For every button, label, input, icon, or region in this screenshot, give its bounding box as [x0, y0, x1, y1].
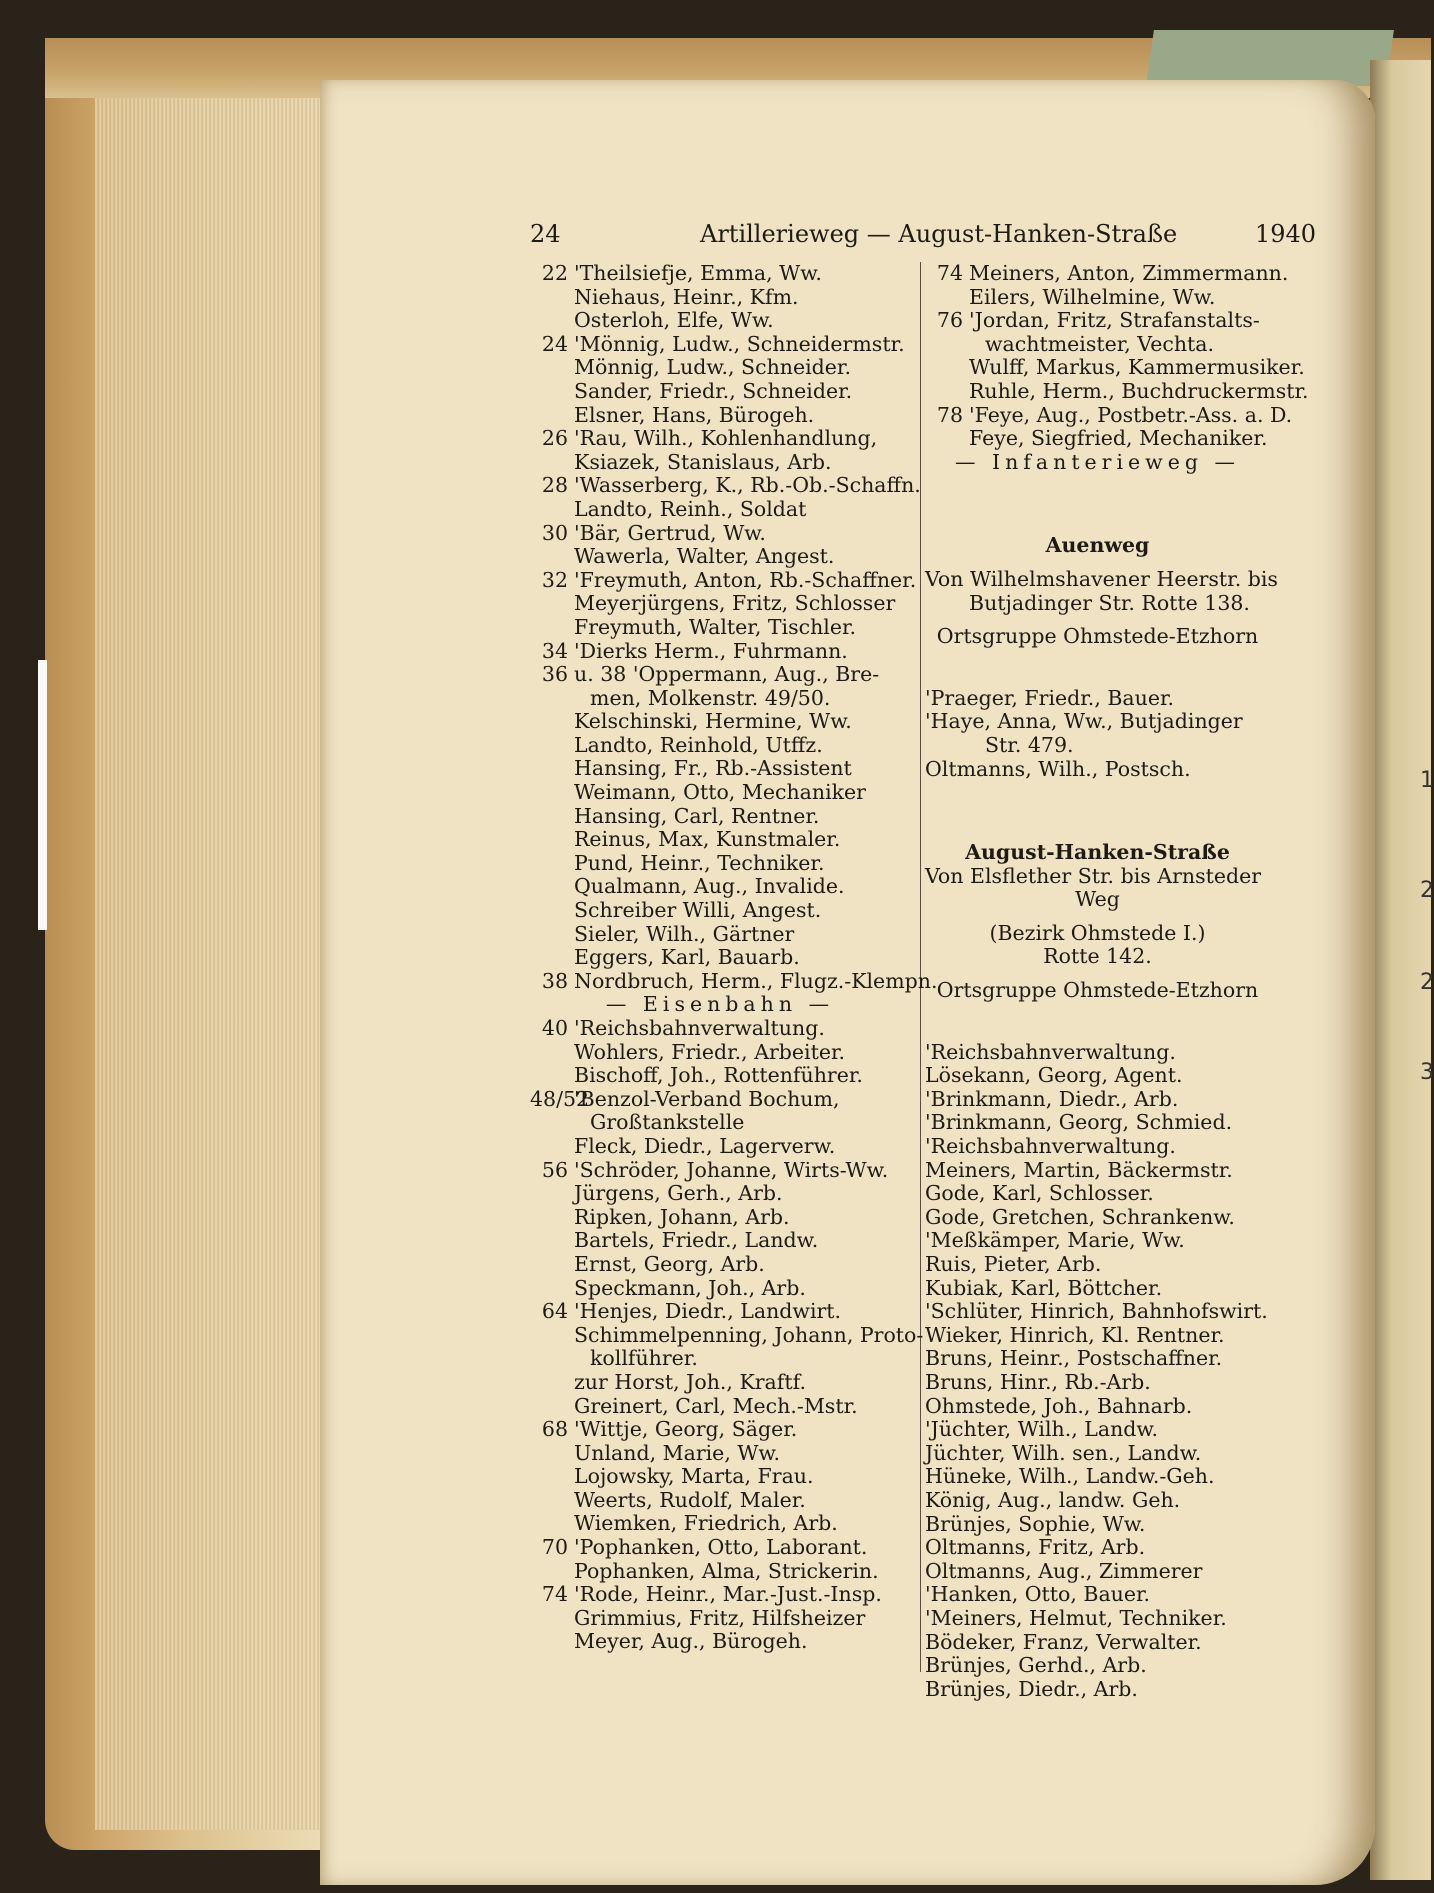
directory-entry [530, 1371, 910, 1395]
resident-text: Meyer, Aug., Bürogeh. [574, 1629, 808, 1654]
resident-text: Großtankstelle [590, 1110, 745, 1135]
resident-text: 'Mönnig, Ludw., Schneidermstr. [574, 331, 905, 356]
house-number: 34 [541, 638, 568, 663]
directory-entry [530, 781, 910, 805]
house-number: 74 [541, 1582, 568, 1607]
directory-entry [530, 1135, 910, 1159]
directory-entry [530, 1253, 910, 1277]
resident-text: Hansing, Carl, Rentner. [574, 803, 820, 828]
directory-entry [530, 828, 910, 852]
resident-entry: 'Meiners, Helmut, Techniker. [925, 1605, 1227, 1630]
resident-text: 'Rode, Heinr., Mar.-Just.-Insp. [574, 1582, 882, 1607]
directory-entry [530, 734, 910, 758]
running-title: Artillerieweg — August-Hanken-Straße [700, 220, 1178, 248]
resident-text: Hansing, Fr., Rb.-Assistent [574, 756, 852, 781]
house-number: 76 [936, 308, 963, 333]
resident-text: 'Pophanken, Otto, Laborant. [574, 1535, 868, 1560]
right-column [925, 261, 1309, 1701]
resident-entry: Oltmanns, Aug., Zimmerer [925, 1558, 1203, 1583]
resident-text: Wawerla, Walter, Angest. [574, 544, 835, 569]
directory-entry [530, 757, 910, 781]
resident-text: Reinus, Max, Kunstmaler. [574, 827, 841, 852]
directory-entry [530, 1583, 910, 1607]
resident-text: Unland, Marie, Ww. [574, 1440, 781, 1465]
house-number: 26 [541, 426, 568, 451]
directory-entry [530, 1489, 910, 1513]
directory-entry [530, 640, 910, 664]
directory-entry [925, 261, 1289, 286]
resident-text: Meyerjürgens, Fritz, Schlosser [574, 591, 896, 616]
resident-text: 'Bär, Gertrud, Ww. [574, 520, 766, 545]
page-header [0, 220, 1431, 254]
directory-entry [530, 567, 917, 593]
resident-entry: 'Hanken, Otto, Bauer. [925, 1582, 1151, 1607]
resident-text: Ernst, Georg, Arb. [574, 1251, 765, 1276]
house-number: 32 [541, 567, 568, 592]
house-number: 40 [541, 1016, 568, 1040]
directory-entry [925, 309, 1270, 333]
resident-text: 'Theilsiefje, Emma, Ww. [574, 261, 822, 285]
next-page-mark: 2 [1420, 970, 1434, 995]
resident-text: Ruhle, Herm., Buchdruckermstr. [969, 378, 1309, 403]
resident-entry: Str. 479. [985, 732, 1074, 757]
resident-text: Kelschinski, Hermine, Ww. [574, 709, 852, 734]
directory-entry [530, 1111, 910, 1135]
house-number: 68 [541, 1417, 568, 1442]
resident-text: Qualmann, Aug., Invalide. [574, 874, 845, 899]
resident-entry: Brünjes, Gerhd., Arb. [925, 1653, 1147, 1678]
directory-entry [530, 1442, 910, 1466]
resident-text: Bartels, Friedr., Landw. [574, 1228, 819, 1253]
resident-text: 'Dierks Herm., Fuhrmann. [574, 638, 848, 663]
house-number: 22 [541, 261, 568, 285]
directory-entry [530, 333, 910, 357]
street-line: Von Wilhelmshavener Heerstr. bis [925, 566, 1278, 591]
resident-text: wachtmeister, Vechta. [985, 331, 1215, 356]
directory-entry [530, 1088, 910, 1112]
directory-entry [925, 286, 1270, 310]
directory-entry [530, 380, 910, 404]
house-number: 38 [541, 968, 568, 993]
resident-text: Eggers, Karl, Bauarb. [574, 945, 800, 970]
resident-text: Pund, Heinr., Techniker. [574, 850, 825, 875]
resident-entry: 'Jüchter, Wilh., Landw. [925, 1417, 1159, 1442]
directory-entry [530, 498, 910, 522]
resident-entry: König, Aug., landw. Geh. [925, 1487, 1181, 1512]
ortsgruppe-label: Ortsgruppe Ohmstede-Etzhorn [936, 978, 1259, 1003]
resident-text: 'Wittje, Georg, Säger. [574, 1417, 798, 1442]
directory-entry [530, 663, 910, 687]
directory-entry [530, 1395, 910, 1419]
august-hanken-residents [925, 1041, 1270, 1702]
directory-entry [530, 1041, 910, 1065]
resident-entry: Kubiak, Karl, Böttcher. [925, 1275, 1163, 1300]
directory-entry [530, 1206, 910, 1230]
resident-text: men, Molkenstr. 49/50. [590, 685, 831, 710]
directory-entry [530, 545, 910, 569]
auenweg-residents [925, 687, 1270, 781]
left-column [530, 261, 938, 1654]
resident-entry: 'Brinkmann, Diedr., Arb. [925, 1086, 1179, 1111]
directory-entry [530, 309, 910, 333]
directory-entry [530, 1630, 910, 1654]
resident-entry: Wieker, Hinrich, Kl. Rentner. [925, 1322, 1225, 1347]
directory-entry [530, 286, 910, 310]
resident-text: Ripken, Johann, Arb. [574, 1204, 790, 1229]
resident-entry: Ruis, Pieter, Arb. [925, 1252, 1102, 1276]
district-line: (Bezirk Ohmstede I.) [989, 920, 1206, 945]
next-page-mark: 3 [1420, 1060, 1434, 1085]
directory-entry [530, 592, 910, 616]
house-number: 24 [541, 331, 568, 356]
directory-entry [530, 262, 910, 286]
resident-text: 'Jordan, Fritz, Strafanstalts- [969, 308, 1260, 333]
directory-entry [530, 1607, 910, 1631]
resident-text: Nordbruch, Herm., Flugz.-Klempn. [574, 968, 938, 993]
resident-text: 'Henjes, Diedr., Landwirt. [574, 1299, 842, 1324]
right-column-entries [925, 261, 1309, 474]
resident-text: Weerts, Rudolf, Maler. [574, 1487, 806, 1512]
house-number: 28 [541, 473, 568, 498]
resident-entry: 'Haye, Anna, Ww., Butjadinger [925, 709, 1243, 734]
section-heading: — Infanterieweg — [954, 449, 1240, 474]
directory-entry [530, 1300, 910, 1324]
house-number: 56 [541, 1157, 568, 1182]
resident-text: u. 38 'Oppermann, Aug., Bre- [574, 662, 880, 687]
resident-text: Meiners, Anton, Zimmermann. [969, 261, 1289, 285]
directory-entry [530, 1182, 910, 1206]
resident-text: zur Horst, Joh., Kraftf. [574, 1369, 806, 1394]
house-number: 30 [541, 520, 568, 545]
resident-entry: Lösekann, Georg, Agent. [925, 1063, 1183, 1088]
directory-entry [530, 710, 910, 734]
directory-entry [530, 616, 910, 640]
directory-entry [925, 355, 1305, 380]
house-number: 70 [541, 1535, 568, 1560]
resident-entry: 'Brinkmann, Georg, Schmied. [925, 1110, 1233, 1135]
resident-text: 'Schröder, Johanne, Wirts-Ww. [574, 1157, 889, 1182]
resident-entry: 'Reichsbahnverwaltung. [925, 1134, 1176, 1159]
resident-text: Freymuth, Walter, Tischler. [574, 614, 857, 639]
resident-text: Lojowsky, Marta, Frau. [574, 1464, 814, 1489]
resident-text: Speckmann, Joh., Arb. [574, 1275, 806, 1300]
street-line: Weg [1075, 887, 1120, 912]
page-number-left: 24 [530, 220, 561, 248]
directory-entry [530, 427, 910, 451]
resident-entry: 'Meßkämper, Marie, Ww. [925, 1228, 1185, 1253]
section-heading: — Eisenbahn — [605, 992, 835, 1017]
resident-text: Schimmelpenning, Johann, Proto- [574, 1322, 924, 1347]
directory-entry [530, 968, 938, 994]
ortsgruppe-label: Ortsgruppe Ohmstede-Etzhorn [936, 624, 1259, 649]
street-title-auenweg: Auenweg [1045, 533, 1150, 558]
next-page-mark: 2 [1420, 878, 1434, 903]
resident-text: 'Reichsbahnverwaltung. [574, 1016, 825, 1040]
resident-text: Feye, Siegfried, Mechaniker. [969, 426, 1268, 451]
house-number: 78 [936, 402, 963, 427]
resident-entry: Oltmanns, Wilh., Postsch. [925, 756, 1191, 781]
resident-text: Schreiber Willi, Angest. [574, 898, 822, 923]
directory-entry [530, 899, 910, 923]
street-line: Von Elsflether Str. bis Arnsteder [925, 863, 1262, 888]
directory-entry [530, 805, 910, 829]
directory-entry [530, 522, 910, 546]
directory-entry [530, 451, 910, 475]
page-edges [95, 70, 335, 1830]
resident-text: Landto, Reinh., Soldat [574, 496, 807, 521]
rotte-line: Rotte 142. [1043, 944, 1152, 969]
directory-entry [530, 946, 910, 970]
resident-text: Landto, Reinhold, Utffz. [574, 732, 823, 757]
directory-entry [530, 1277, 910, 1301]
scan-artifact [38, 660, 47, 930]
directory-entry [530, 875, 910, 899]
resident-text: Weimann, Otto, Mechaniker [574, 780, 866, 805]
house-number: 36 [541, 662, 568, 687]
resident-text: 'Benzol-Verband Bochum, [574, 1086, 840, 1111]
resident-text: Wulff, Markus, Kammermusiker. [969, 355, 1305, 380]
resident-text: Sieler, Wilh., Gärtner [574, 921, 795, 946]
directory-entry [530, 1159, 910, 1183]
resident-entry: Bruns, Hinr., Rb.-Arb. [925, 1369, 1151, 1394]
resident-entry: Bruns, Heinr., Postschaffner. [925, 1346, 1223, 1371]
resident-entry: Brünjes, Diedr., Arb. [925, 1676, 1138, 1701]
directory-entry [530, 1347, 910, 1371]
resident-text: Fleck, Diedr., Lagerverw. [574, 1133, 836, 1158]
resident-entry: 'Praeger, Friedr., Bauer. [925, 685, 1175, 710]
street-line: Butjadinger Str. Rotte 138. [969, 590, 1250, 615]
directory-entry [925, 402, 1293, 428]
directory-entry [530, 404, 910, 428]
directory-entry [925, 333, 1270, 357]
directory-entry [530, 852, 910, 876]
resident-text: Elsner, Hans, Bürogeh. [574, 402, 815, 427]
resident-text: Wohlers, Friedr., Arbeiter. [574, 1039, 846, 1064]
resident-entry: Meiners, Martin, Bäckermstr. [925, 1157, 1233, 1182]
directory-entry [530, 1229, 910, 1253]
directory-entry [925, 427, 1270, 451]
directory-entry [530, 473, 921, 498]
resident-text: Pophanken, Alma, Strickerin. [574, 1558, 879, 1583]
house-number: 48/52 [530, 1086, 590, 1111]
house-number: 74 [936, 261, 963, 285]
resident-entry: 'Schlüter, Hinrich, Bahnhofswirt. [925, 1299, 1268, 1324]
resident-entry: Gode, Karl, Schlosser. [925, 1181, 1154, 1206]
directory-entry [530, 356, 910, 380]
directory-entry [530, 687, 910, 711]
bookmark-tab [1146, 30, 1394, 86]
resident-text: 'Feye, Aug., Postbetr.-Ass. a. D. [969, 402, 1293, 427]
street-title-august-hanken: August-Hanken-Straße [965, 840, 1230, 865]
directory-entry [530, 1064, 910, 1088]
resident-text: 'Wasserberg, K., Rb.-Ob.-Schaffn. [574, 473, 921, 498]
resident-text: Sander, Friedr., Schneider. [574, 378, 853, 403]
directory-entry [530, 1017, 910, 1041]
resident-entry: Ohmstede, Joh., Bahnarb. [925, 1393, 1193, 1418]
resident-text: Osterloh, Elfe, Ww. [574, 308, 774, 333]
resident-text: Wiemken, Friedrich, Arb. [574, 1511, 838, 1536]
directory-entry [530, 1418, 910, 1442]
resident-entry: Gode, Gretchen, Schrankenw. [925, 1204, 1235, 1229]
resident-entry: Oltmanns, Fritz, Arb. [925, 1535, 1146, 1560]
resident-entry: Jüchter, Wilh. sen., Landw. [925, 1440, 1202, 1465]
resident-entry: Brünjes, Sophie, Ww. [925, 1511, 1146, 1536]
resident-text: 'Freymuth, Anton, Rb.-Schaffner. [574, 567, 917, 592]
page-number-right: 1940 [1255, 220, 1317, 248]
next-page-mark: 1 [1420, 768, 1434, 793]
resident-text: Grimmius, Fritz, Hilfsheizer [574, 1605, 866, 1630]
resident-entry: Hüneke, Wilh., Landw.-Geh. [925, 1464, 1215, 1489]
directory-entry [530, 1560, 910, 1584]
directory-entry [530, 1465, 910, 1489]
resident-text: Niehaus, Heinr., Kfm. [574, 284, 799, 309]
resident-text: Jürgens, Gerh., Arb. [574, 1181, 783, 1206]
resident-text: Mönnig, Ludw., Schneider. [574, 355, 851, 380]
directory-entry [530, 1512, 910, 1536]
resident-text: Eilers, Wilhelmine, Ww. [969, 284, 1216, 309]
directory-entry [530, 1322, 924, 1348]
directory-entry [530, 923, 910, 947]
resident-text: Ksiazek, Stanislaus, Arb. [574, 449, 832, 474]
house-number: 64 [541, 1299, 568, 1324]
resident-entry: Bödeker, Franz, Verwalter. [925, 1629, 1202, 1654]
resident-text: Bischoff, Joh., Rottenführer. [574, 1063, 863, 1088]
directory-entry [530, 1536, 910, 1560]
resident-text: Greinert, Carl, Mech.-Mstr. [574, 1393, 858, 1418]
resident-text: kollführer. [590, 1346, 698, 1371]
directory-entry [925, 378, 1309, 404]
resident-entry: 'Reichsbahnverwaltung. [925, 1039, 1176, 1064]
resident-text: 'Rau, Wilh., Kohlenhandlung, [574, 426, 878, 451]
